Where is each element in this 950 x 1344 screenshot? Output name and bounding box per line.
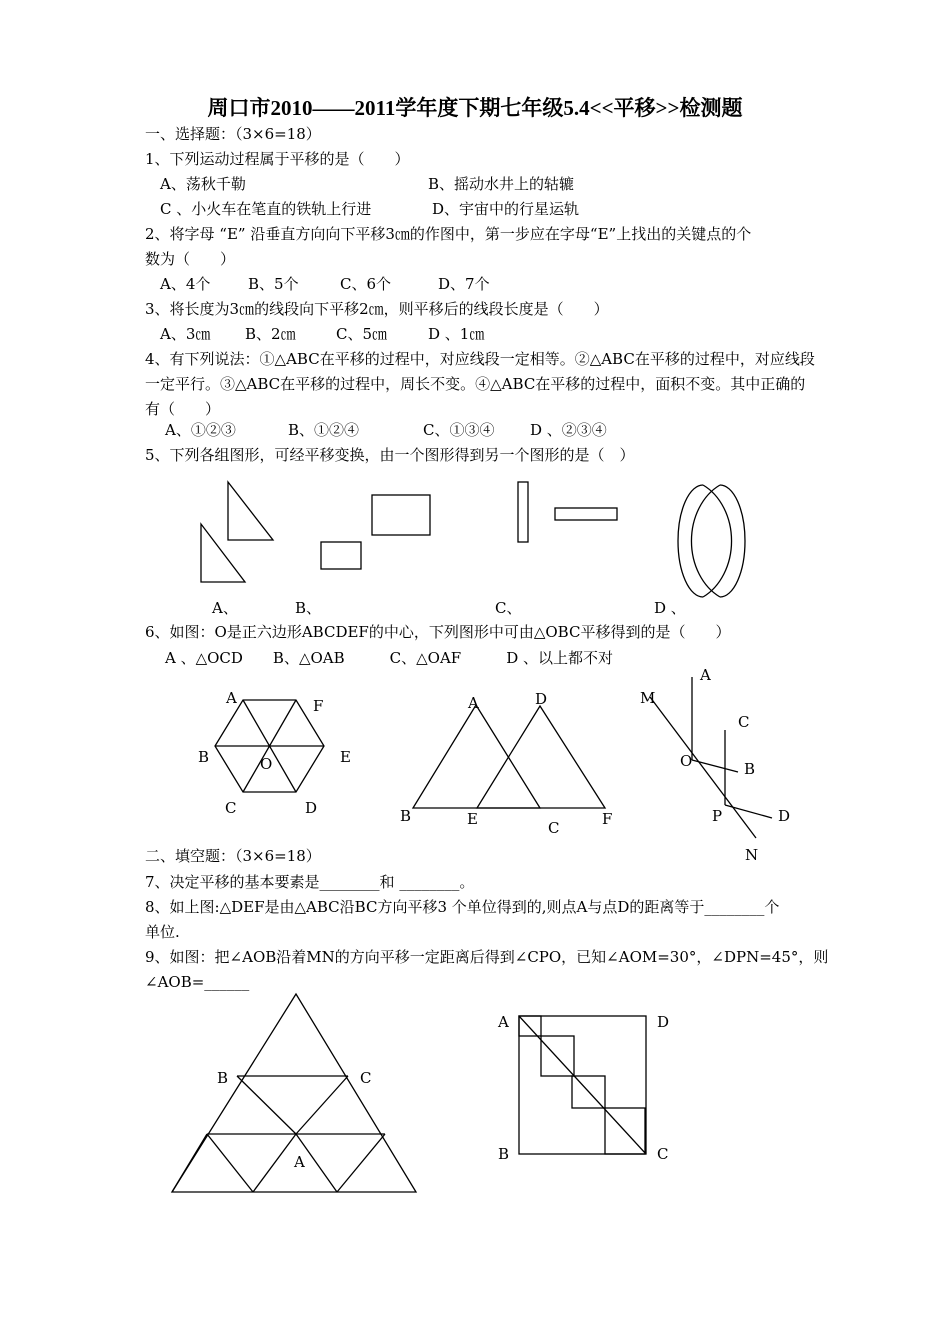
q2-option-a: A、4个 (160, 275, 211, 293)
hex-label-b: B (198, 748, 210, 766)
q5-figure-c-bars (518, 482, 617, 542)
ang-label-c: C (738, 713, 750, 731)
hexagon-figure (215, 700, 324, 792)
q4-option-d: D 、②③④ (530, 421, 607, 439)
tri-label-d: D (535, 690, 548, 708)
q1-stem: 1、下列运动过程属于平移的是（ ） (145, 150, 410, 168)
big-tri-label-a: A (294, 1153, 305, 1171)
q5-option-c: C、 (495, 599, 522, 617)
tri-label-e: E (467, 810, 478, 828)
q2-line-1: 2、将字母 “E” 沿垂直方向向下平移3㎝的作图中，第一步应在字母“E”上找出的关键点的个 (145, 225, 752, 243)
q5-option-b: B、 (295, 599, 322, 617)
q3-stem: 3、将长度为3㎝的线段向下平移2㎝，则平移后的线段长度是（ ） (145, 300, 609, 318)
q4-line-3: 有（ ） (145, 400, 221, 418)
section-1-heading: 一、选择题：（3×6=18） (145, 125, 321, 143)
q5-stem: 5、下列各组图形，可经平移变换，由一个图形得到另一个图形的是（ ） (145, 446, 635, 464)
tri-label-b: B (400, 807, 412, 825)
hex-label-d: D (305, 799, 318, 817)
q4-line-2: 一定平行。③△ABC在平移的过程中，周长不变。④△ABC在平移的过程中，面积不变。其中正确的 (145, 375, 806, 393)
hex-label-o: O (260, 755, 273, 773)
q2-option-d: D、7个 (438, 275, 490, 293)
translated-triangles-figure (413, 705, 605, 808)
q4-option-b: B、①②④ (288, 421, 360, 439)
ang-label-n: N (745, 846, 759, 864)
q4-option-c: C、①③④ (423, 421, 495, 439)
ang-label-m: M (640, 689, 656, 707)
q8-line-2: 单位. (145, 923, 180, 941)
q6-options: A 、△OCD B、△OAB C、△OAF D 、以上都不对 (165, 649, 613, 667)
tri-label-c: C (548, 819, 560, 837)
ang-label-d: D (778, 807, 791, 825)
q9-line-1: 9、如图：把∠AOB沿着MN的方向平移一定距离后得到∠CPO，已知∠AOM=30°，∠DPN=45°，则 (145, 948, 829, 966)
tri-label-a: A (468, 694, 479, 712)
q2-option-c: C、6个 (340, 275, 392, 293)
hex-label-f: F (313, 697, 324, 715)
ang-label-p: P (712, 807, 723, 825)
big-tri-label-b: B (217, 1069, 229, 1087)
angle-translation-figure (650, 677, 772, 838)
square-label-a: A (498, 1013, 509, 1031)
hex-label-c: C (225, 799, 237, 817)
section-2-heading: 二、填空题：（3×6=18） (145, 847, 321, 865)
q5-option-d: D 、 (654, 599, 686, 617)
tri-label-f: F (602, 810, 613, 828)
q5-option-a: A、 (212, 599, 238, 617)
q3-option-a: A、3㎝ (160, 325, 211, 343)
q2-option-b: B、5个 (248, 275, 299, 293)
page-title: 周口市2010——2011学年度下期七年级5.4<<平移>>检测题 (207, 96, 743, 120)
q3-option-d: D 、1㎝ (428, 325, 485, 343)
q3-option-b: B、2㎝ (245, 325, 296, 343)
q9-line-2: ∠AOB=______ (145, 973, 250, 991)
q1-option-c: C 、小火车在笔直的铁轨上行进 (160, 200, 372, 218)
q5-figure-d-arcs (678, 485, 745, 597)
q4-line-1: 4、有下列说法：①△ABC在平移的过程中，对应线段一定相等。②△ABC在平移的过程中，对应线段 (145, 350, 815, 368)
square-label-c: C (657, 1145, 669, 1163)
q1-option-a: A、荡秋千勒 (160, 175, 246, 193)
ang-label-o: O (680, 752, 693, 770)
big-tri-label-c: C (360, 1069, 372, 1087)
q8-line-1: 8、如上图:△DEF是由△ABC沿BC方向平移3 个单位得到的,则点A与点D的距离等于________个 (145, 898, 780, 916)
q7-text: 7、决定平移的基本要素是________和 ________。 (145, 873, 475, 891)
q3-option-c: C、5㎝ (336, 325, 388, 343)
q6-stem: 6、如图：O是正六边形ABCDEF的中心，下列图形中可由△OBC平移得到的是（ ） (145, 623, 731, 641)
hex-label-e: E (340, 748, 351, 766)
square-label-d: D (657, 1013, 670, 1031)
hex-label-a: A (226, 689, 237, 707)
square-label-b: B (498, 1145, 510, 1163)
q1-option-d: D、宇宙中的行星运轨 (432, 200, 580, 218)
q2-line-2: 数为（ ） (145, 250, 236, 268)
q1-option-b: B、摇动水井上的轱辘 (428, 175, 575, 193)
q4-option-a: A、①②③ (165, 421, 236, 439)
square-staircase-figure (519, 1016, 646, 1154)
ang-label-a: A (700, 666, 711, 684)
q5-figure-b-rectangles (321, 495, 430, 569)
q5-figure-a-triangles (201, 482, 273, 582)
ang-label-b: B (744, 760, 756, 778)
